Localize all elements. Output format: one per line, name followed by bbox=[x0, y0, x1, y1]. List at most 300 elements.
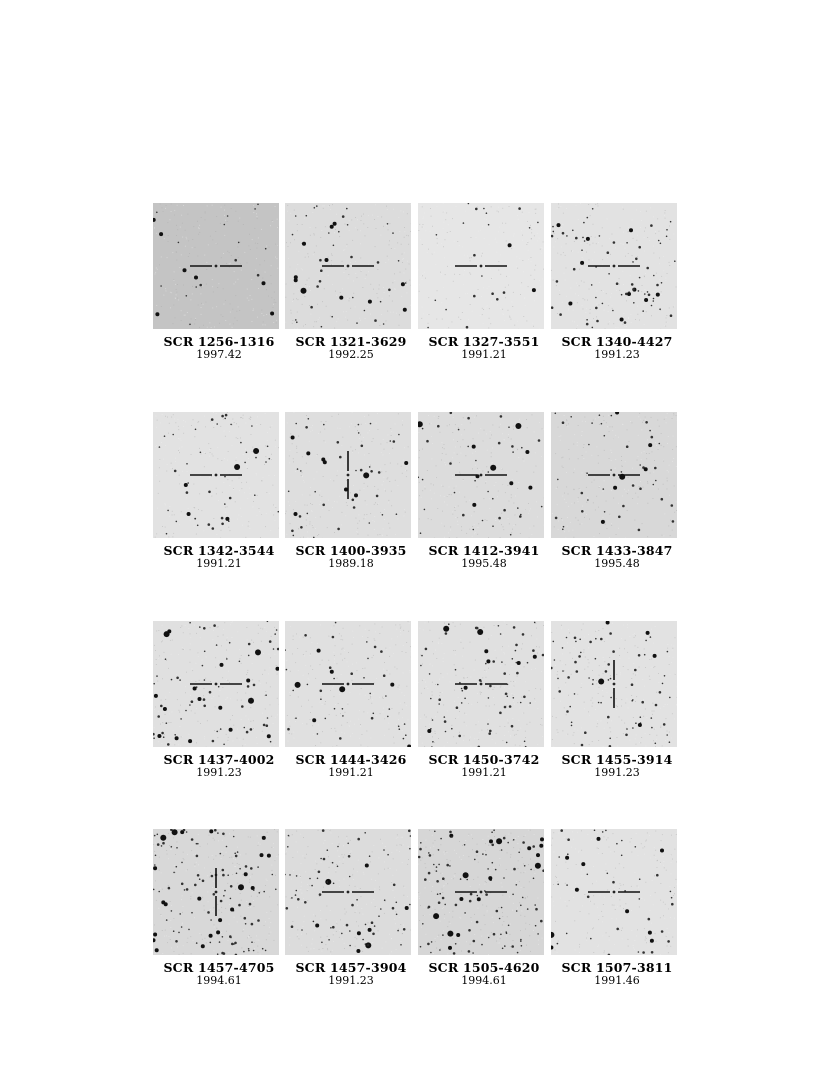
star bbox=[438, 849, 440, 851]
finder-chart-image bbox=[285, 203, 411, 329]
star bbox=[605, 670, 608, 673]
star bbox=[310, 306, 313, 309]
star bbox=[603, 488, 605, 490]
star bbox=[605, 830, 607, 832]
star bbox=[639, 464, 641, 466]
star bbox=[420, 946, 422, 948]
star bbox=[329, 666, 332, 669]
star bbox=[525, 450, 529, 454]
star bbox=[240, 442, 242, 444]
star bbox=[189, 324, 191, 326]
star bbox=[469, 900, 472, 903]
star bbox=[355, 470, 357, 472]
star bbox=[557, 884, 559, 886]
star bbox=[454, 492, 456, 494]
star bbox=[666, 734, 668, 736]
star bbox=[644, 298, 648, 302]
star bbox=[427, 729, 431, 733]
star bbox=[365, 924, 367, 926]
star bbox=[287, 728, 290, 731]
star bbox=[473, 295, 476, 298]
star bbox=[197, 874, 200, 877]
star bbox=[640, 716, 642, 718]
star bbox=[222, 869, 225, 872]
star bbox=[202, 880, 205, 883]
star bbox=[425, 648, 428, 651]
star bbox=[467, 417, 470, 420]
star bbox=[393, 884, 396, 887]
star bbox=[642, 951, 645, 954]
star bbox=[327, 881, 329, 883]
star bbox=[648, 443, 652, 447]
star bbox=[397, 930, 399, 932]
star bbox=[654, 467, 657, 470]
star bbox=[233, 836, 235, 838]
star bbox=[512, 658, 514, 660]
star bbox=[507, 842, 509, 844]
star bbox=[372, 933, 375, 936]
star bbox=[241, 705, 244, 708]
star bbox=[581, 510, 584, 513]
target-star bbox=[347, 891, 350, 894]
star bbox=[194, 276, 198, 280]
star bbox=[645, 640, 647, 642]
star bbox=[621, 855, 623, 857]
star bbox=[229, 497, 232, 500]
star bbox=[496, 298, 499, 301]
star bbox=[220, 900, 223, 903]
star bbox=[404, 723, 406, 725]
star bbox=[377, 261, 380, 264]
target-star bbox=[480, 683, 483, 686]
star bbox=[387, 716, 389, 718]
star bbox=[295, 215, 297, 217]
star bbox=[522, 633, 525, 636]
star bbox=[422, 923, 424, 925]
star bbox=[342, 708, 344, 710]
star bbox=[356, 899, 358, 901]
star bbox=[291, 925, 294, 928]
star bbox=[179, 679, 181, 681]
star bbox=[483, 208, 485, 210]
star bbox=[473, 940, 476, 943]
star bbox=[307, 513, 309, 515]
star bbox=[508, 925, 510, 927]
star bbox=[337, 528, 340, 531]
star bbox=[332, 862, 334, 864]
star bbox=[579, 656, 581, 658]
star bbox=[213, 893, 216, 896]
star bbox=[586, 237, 590, 241]
star bbox=[398, 434, 400, 436]
star bbox=[481, 275, 483, 277]
star bbox=[253, 684, 256, 687]
star bbox=[229, 642, 231, 644]
star bbox=[625, 293, 628, 296]
star bbox=[238, 884, 244, 890]
star bbox=[504, 945, 506, 947]
star bbox=[229, 935, 232, 938]
target-star bbox=[613, 683, 616, 686]
star bbox=[503, 291, 506, 294]
star bbox=[405, 282, 407, 284]
star bbox=[512, 451, 514, 453]
star bbox=[463, 222, 465, 224]
star bbox=[213, 624, 216, 627]
star bbox=[357, 931, 361, 935]
star bbox=[186, 491, 189, 494]
star bbox=[445, 731, 447, 733]
star bbox=[378, 471, 381, 474]
star bbox=[508, 426, 510, 428]
star bbox=[374, 319, 377, 322]
star bbox=[265, 694, 267, 696]
star bbox=[600, 638, 603, 641]
star bbox=[309, 878, 311, 880]
star bbox=[624, 321, 627, 324]
star bbox=[212, 527, 215, 530]
star bbox=[153, 933, 157, 937]
star bbox=[650, 636, 652, 638]
star bbox=[339, 456, 342, 459]
star bbox=[212, 740, 215, 743]
star bbox=[181, 926, 183, 928]
star bbox=[364, 832, 366, 834]
star bbox=[291, 897, 293, 899]
star bbox=[341, 933, 343, 935]
star bbox=[347, 224, 349, 226]
star bbox=[295, 682, 301, 688]
star bbox=[246, 731, 249, 734]
star bbox=[581, 492, 584, 495]
object-name: SCR 1412-3941 bbox=[428, 543, 540, 558]
star bbox=[409, 848, 411, 850]
star bbox=[509, 705, 512, 708]
star bbox=[300, 526, 303, 529]
star bbox=[320, 269, 323, 272]
star bbox=[587, 499, 589, 501]
star bbox=[592, 683, 594, 685]
object-name: SCR 1450-3742 bbox=[428, 752, 540, 767]
star bbox=[224, 890, 226, 892]
epoch-label: 1991.46 bbox=[594, 974, 640, 987]
star bbox=[316, 205, 318, 207]
star bbox=[250, 867, 253, 870]
star bbox=[485, 854, 487, 856]
star bbox=[331, 316, 333, 318]
finder-chart-cell bbox=[284, 412, 418, 570]
star bbox=[209, 829, 213, 833]
epoch-label: 1994.61 bbox=[196, 974, 242, 987]
star bbox=[635, 258, 638, 261]
star bbox=[227, 874, 229, 876]
star bbox=[335, 622, 337, 624]
star bbox=[181, 883, 184, 886]
star bbox=[330, 670, 334, 674]
star bbox=[458, 429, 460, 431]
star bbox=[428, 872, 431, 875]
star bbox=[189, 622, 191, 624]
star bbox=[666, 236, 668, 238]
finder-chart-cell bbox=[417, 621, 551, 779]
star bbox=[191, 700, 194, 703]
star bbox=[591, 422, 593, 424]
star bbox=[174, 734, 176, 736]
star bbox=[634, 669, 637, 672]
star bbox=[649, 430, 651, 432]
star bbox=[515, 650, 517, 652]
star bbox=[504, 706, 507, 709]
star bbox=[575, 641, 577, 643]
star bbox=[392, 232, 394, 234]
star bbox=[396, 513, 398, 515]
star bbox=[202, 665, 204, 667]
star bbox=[363, 677, 365, 679]
star bbox=[470, 893, 473, 896]
star bbox=[334, 708, 336, 710]
finder-chart-image bbox=[153, 203, 279, 329]
star bbox=[512, 894, 514, 896]
star bbox=[380, 301, 382, 303]
star bbox=[221, 523, 224, 526]
star bbox=[374, 925, 376, 927]
star bbox=[651, 727, 653, 729]
star bbox=[226, 846, 228, 848]
star bbox=[535, 925, 537, 927]
star bbox=[438, 698, 441, 701]
star bbox=[291, 530, 294, 533]
finder-chart-cell bbox=[284, 829, 418, 987]
star bbox=[488, 732, 491, 735]
star bbox=[306, 451, 310, 455]
finder-chart-image bbox=[551, 829, 677, 955]
object-name: SCR 1457-4705 bbox=[163, 960, 275, 975]
star bbox=[598, 679, 604, 685]
star bbox=[273, 648, 275, 650]
star bbox=[398, 260, 400, 262]
star bbox=[659, 443, 661, 445]
star bbox=[660, 849, 664, 853]
star bbox=[461, 688, 463, 690]
star bbox=[204, 651, 206, 653]
star bbox=[438, 901, 441, 904]
star bbox=[524, 865, 526, 867]
star bbox=[311, 885, 313, 887]
star bbox=[405, 734, 407, 736]
finder-chart-image bbox=[153, 412, 279, 538]
star bbox=[646, 267, 649, 270]
star bbox=[357, 838, 360, 841]
star bbox=[420, 842, 422, 844]
star bbox=[356, 949, 360, 953]
star bbox=[638, 246, 641, 249]
star bbox=[360, 469, 363, 472]
star bbox=[199, 284, 202, 287]
star bbox=[262, 948, 264, 950]
star bbox=[267, 854, 271, 858]
star bbox=[661, 282, 663, 284]
star bbox=[555, 517, 558, 520]
star bbox=[503, 877, 505, 879]
star bbox=[635, 722, 637, 724]
star bbox=[579, 639, 581, 641]
star bbox=[262, 281, 266, 285]
star bbox=[156, 675, 158, 677]
star bbox=[350, 256, 353, 259]
star bbox=[168, 887, 171, 890]
star bbox=[342, 715, 344, 717]
star bbox=[209, 934, 213, 938]
star bbox=[632, 288, 635, 291]
star bbox=[437, 893, 439, 895]
star bbox=[638, 529, 641, 532]
star bbox=[246, 679, 250, 683]
star bbox=[633, 302, 635, 304]
star bbox=[653, 298, 655, 300]
star bbox=[387, 223, 389, 225]
star bbox=[383, 323, 385, 325]
star bbox=[513, 697, 515, 699]
epoch-label: 1995.48 bbox=[594, 557, 640, 570]
epoch-label: 1989.18 bbox=[328, 557, 374, 570]
star bbox=[520, 939, 522, 941]
star bbox=[235, 855, 238, 858]
star bbox=[658, 240, 660, 242]
target-star bbox=[215, 683, 218, 686]
star bbox=[650, 224, 653, 227]
star bbox=[438, 703, 440, 705]
star bbox=[648, 918, 651, 921]
star bbox=[174, 470, 177, 473]
star bbox=[648, 931, 652, 935]
epoch-label: 1991.21 bbox=[196, 557, 242, 570]
finder-chart-image bbox=[153, 829, 279, 955]
star bbox=[567, 676, 570, 679]
star bbox=[362, 939, 364, 941]
object-name: SCR 1444-3426 bbox=[295, 752, 407, 767]
finder-chart-image bbox=[551, 621, 677, 747]
star bbox=[607, 251, 610, 254]
star bbox=[158, 891, 160, 893]
object-name: SCR 1457-3904 bbox=[295, 960, 407, 975]
star bbox=[449, 831, 452, 834]
star bbox=[376, 495, 379, 498]
star bbox=[571, 725, 573, 727]
star bbox=[582, 237, 584, 239]
star bbox=[178, 932, 180, 934]
star bbox=[295, 319, 297, 321]
star bbox=[392, 907, 395, 910]
star bbox=[455, 904, 458, 907]
star bbox=[490, 465, 496, 471]
star bbox=[236, 873, 238, 875]
star bbox=[534, 622, 536, 624]
star bbox=[161, 732, 164, 735]
star bbox=[475, 627, 478, 630]
star bbox=[607, 873, 609, 875]
star bbox=[188, 739, 192, 743]
star bbox=[506, 742, 508, 744]
star bbox=[540, 837, 544, 841]
star bbox=[477, 897, 481, 901]
star bbox=[662, 683, 664, 685]
star bbox=[356, 322, 358, 324]
star bbox=[575, 888, 579, 892]
star bbox=[373, 713, 375, 715]
star bbox=[661, 498, 664, 501]
star bbox=[482, 853, 484, 855]
star bbox=[248, 655, 250, 657]
star bbox=[267, 717, 269, 719]
star bbox=[186, 295, 188, 297]
star bbox=[510, 534, 512, 536]
star bbox=[286, 669, 288, 671]
star bbox=[197, 897, 201, 901]
star bbox=[601, 423, 603, 425]
epoch-label: 1991.21 bbox=[461, 348, 507, 361]
star bbox=[358, 432, 360, 434]
star bbox=[167, 743, 170, 746]
object-name: SCR 1455-3914 bbox=[561, 752, 673, 767]
star bbox=[210, 942, 212, 944]
star bbox=[403, 928, 406, 931]
star bbox=[328, 232, 330, 234]
target-star bbox=[480, 474, 483, 477]
star bbox=[663, 723, 666, 726]
star bbox=[424, 509, 426, 511]
target-star bbox=[215, 891, 218, 894]
star bbox=[238, 242, 240, 244]
finder-chart-image bbox=[551, 412, 677, 538]
star bbox=[333, 245, 335, 247]
star bbox=[541, 506, 543, 508]
star bbox=[234, 464, 240, 470]
star bbox=[270, 741, 272, 743]
star bbox=[239, 661, 241, 663]
object-name: SCR 1327-3551 bbox=[428, 334, 540, 349]
star bbox=[319, 259, 322, 262]
star bbox=[430, 952, 432, 954]
star bbox=[332, 926, 335, 929]
star bbox=[320, 858, 322, 860]
star bbox=[644, 654, 646, 656]
star bbox=[431, 941, 433, 943]
star bbox=[464, 912, 466, 914]
star bbox=[492, 660, 495, 663]
star bbox=[248, 950, 250, 952]
star bbox=[655, 704, 658, 707]
star bbox=[188, 929, 190, 931]
star bbox=[449, 462, 452, 465]
star bbox=[208, 523, 211, 526]
star bbox=[163, 707, 167, 711]
star bbox=[477, 895, 479, 897]
star bbox=[498, 442, 501, 445]
star bbox=[383, 674, 386, 677]
star bbox=[647, 291, 649, 293]
star bbox=[475, 208, 478, 211]
star bbox=[219, 941, 221, 943]
star bbox=[199, 626, 201, 628]
star bbox=[302, 242, 306, 246]
star bbox=[602, 303, 604, 305]
star bbox=[653, 275, 655, 277]
star bbox=[451, 836, 453, 838]
star bbox=[443, 626, 449, 632]
star bbox=[612, 310, 614, 312]
star bbox=[214, 829, 217, 832]
star bbox=[367, 944, 369, 946]
